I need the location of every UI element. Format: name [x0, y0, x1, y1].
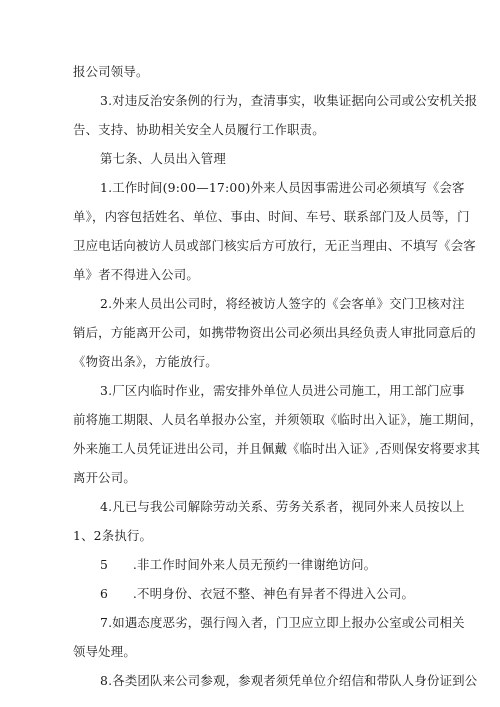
section-heading: 第七条、人员出入管理: [100, 151, 226, 166]
text-line-2: 3.对违反治安条例的行为，查清事实，收集证据向公司或公安机关报: [100, 93, 478, 108]
text-line-8: 单》者不得进入公司。: [73, 267, 199, 282]
text-line-18: 5 .非工作时间外来人员无预约一律谢绝访问。: [100, 557, 377, 572]
text-line-17: 1、2条执行。: [73, 528, 153, 543]
text-line-12: 3.厂区内临时作业，需安排外单位人员进公司施工，用工部门应事: [100, 383, 465, 398]
text-line-14: 外来施工人员凭证进出公司，并且佩戴《临时出入证》,否则保安将要求其: [73, 441, 481, 456]
text-line-13: 前将施工期限、人员名单报办公室，并须领取《临时出入证》，施工期间，: [73, 412, 483, 427]
text-line-10: 销后，方能离开公司，如携带物资出公司必须出具经负责人审批同意后的: [73, 325, 476, 340]
text-line-16: 4.凡已与我公司解除劳动关系、劳务关系者，视同外来人员按以上: [100, 499, 465, 514]
text-line-20: 7.如遇态度恶劣，强行闯入者，门卫应立即上报办公室或公司相关: [100, 615, 465, 630]
text-line-7: 卫应电话向被访人员或部门核实后方可放行，无正当理由、不填写《会客: [73, 238, 476, 253]
text-line-21: 领导处理。: [73, 644, 136, 659]
text-line-1: 报公司领导。: [73, 64, 149, 79]
text-line-9: 2.外来人员出公司时，将经被访人签字的《会客单》交门卫核对注: [100, 296, 465, 311]
text-line-22: 8.各类团队来公司参观，参观者须凭单位介绍信和带队人身份证到公: [100, 673, 478, 688]
text-line-6: 单》，内容包括姓名、单位、事由、时间、车号、联系部门及人员等，门: [73, 209, 470, 224]
text-line-5: 1.工作时间(9:00—17:00)外来人员因事需进公司必须填写《会客: [100, 180, 465, 195]
text-line-19: 6 .不明身份、衣冠不整、神色有异者不得进入公司。: [100, 586, 415, 601]
text-line-3: 告、支持、协助相关安全人员履行工作职责。: [73, 122, 325, 137]
text-line-15: 离开公司。: [73, 470, 136, 485]
text-line-11: 《物资出条》，方能放行。: [73, 354, 218, 369]
